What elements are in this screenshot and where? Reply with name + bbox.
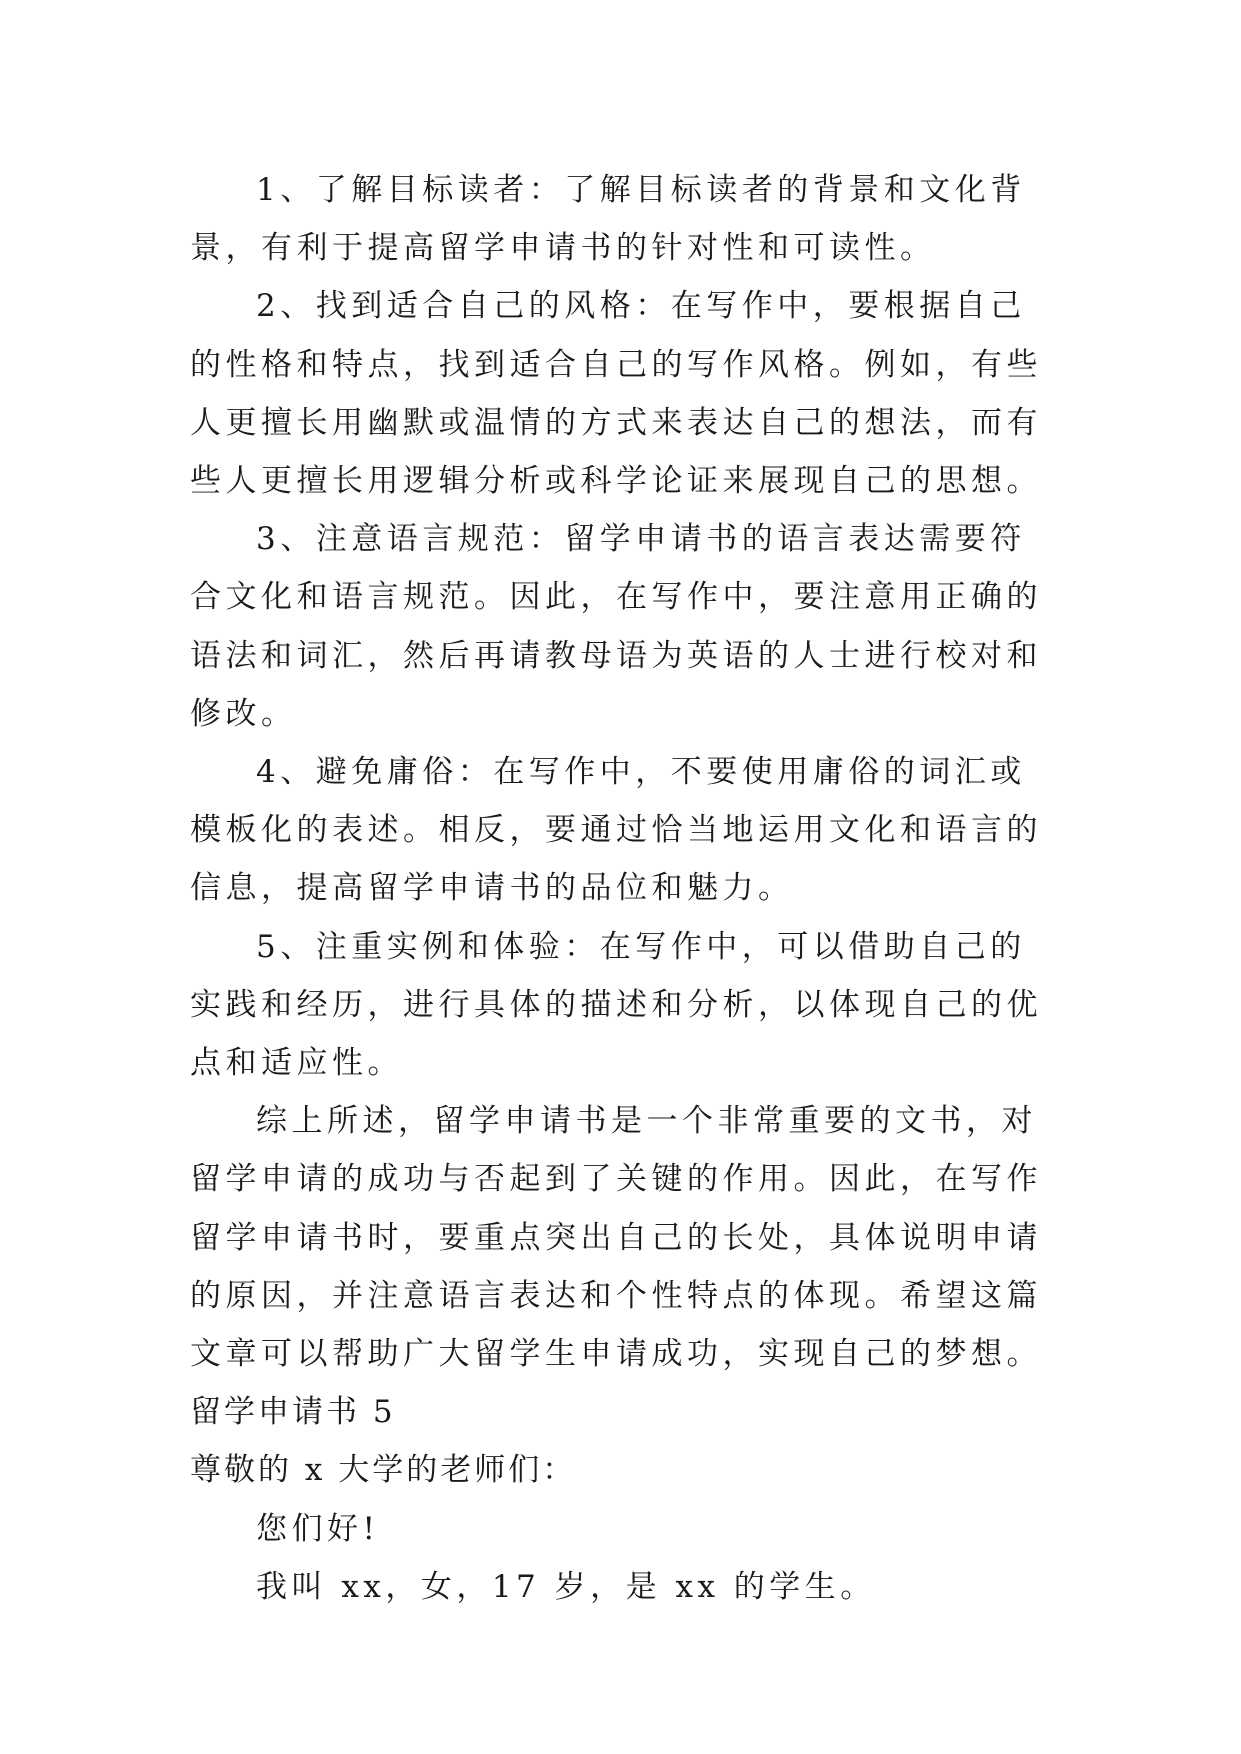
greeting: 您们好! <box>256 1510 380 1547</box>
paragraph-tip-5: 5、注重实例和体验：在写作中，可以借助自己的实践和经历，进行具体的描述和分析，以体现自己的优点和适应性。 <box>190 928 1042 1082</box>
section-title: 留学申请书 5 <box>190 1394 396 1431</box>
intro-line: 我叫 xx，女，17 岁，是 xx 的学生。 <box>256 1568 876 1605</box>
paragraph-tip-3: 3、注意语言规范：留学申请书的语言表达需要符合文化和语言规范。因此，在写作中，要注意用正确的语法和词汇，然后再请教母语为英语的人士进行校对和修改。 <box>190 521 1042 732</box>
paragraph-tip-2: 2、找到适合自己的风格：在写作中，要根据自己的性格和特点，找到适合自己的写作风格。例如，有些人更擅长用幽默或温情的方式来表达自己的想法，而有些人更擅长用逻辑分析或科学论证来展现自己的思想。 <box>190 288 1042 500</box>
paragraph-tip-4: 4、避免庸俗：在写作中，不要使用庸俗的词汇或模板化的表述。相反，要通过恰当地运用文化和语言的信息，提高留学申请书的品位和魅力。 <box>190 754 1042 907</box>
paragraph-summary: 综上所述，留学申请书是一个非常重要的文书，对留学申请的成功与否起到了关键的作用。因此，在写作留学申请书时，要重点突出自己的长处，具体说明申请的原因，并注意语言表达和个性特点的体现。希望这篇文章可以帮助广大留学生申请成功，实现自己的梦想。 <box>190 1103 1042 1373</box>
document-body <box>190 161 1052 1616</box>
salutation: 尊敬的 x 大学的老师们： <box>190 1452 577 1489</box>
paragraph-tip-1: 1、了解目标读者：了解目标读者的背景和文化背景，有利于提高留学申请书的针对性和可读性。 <box>190 172 1026 267</box>
